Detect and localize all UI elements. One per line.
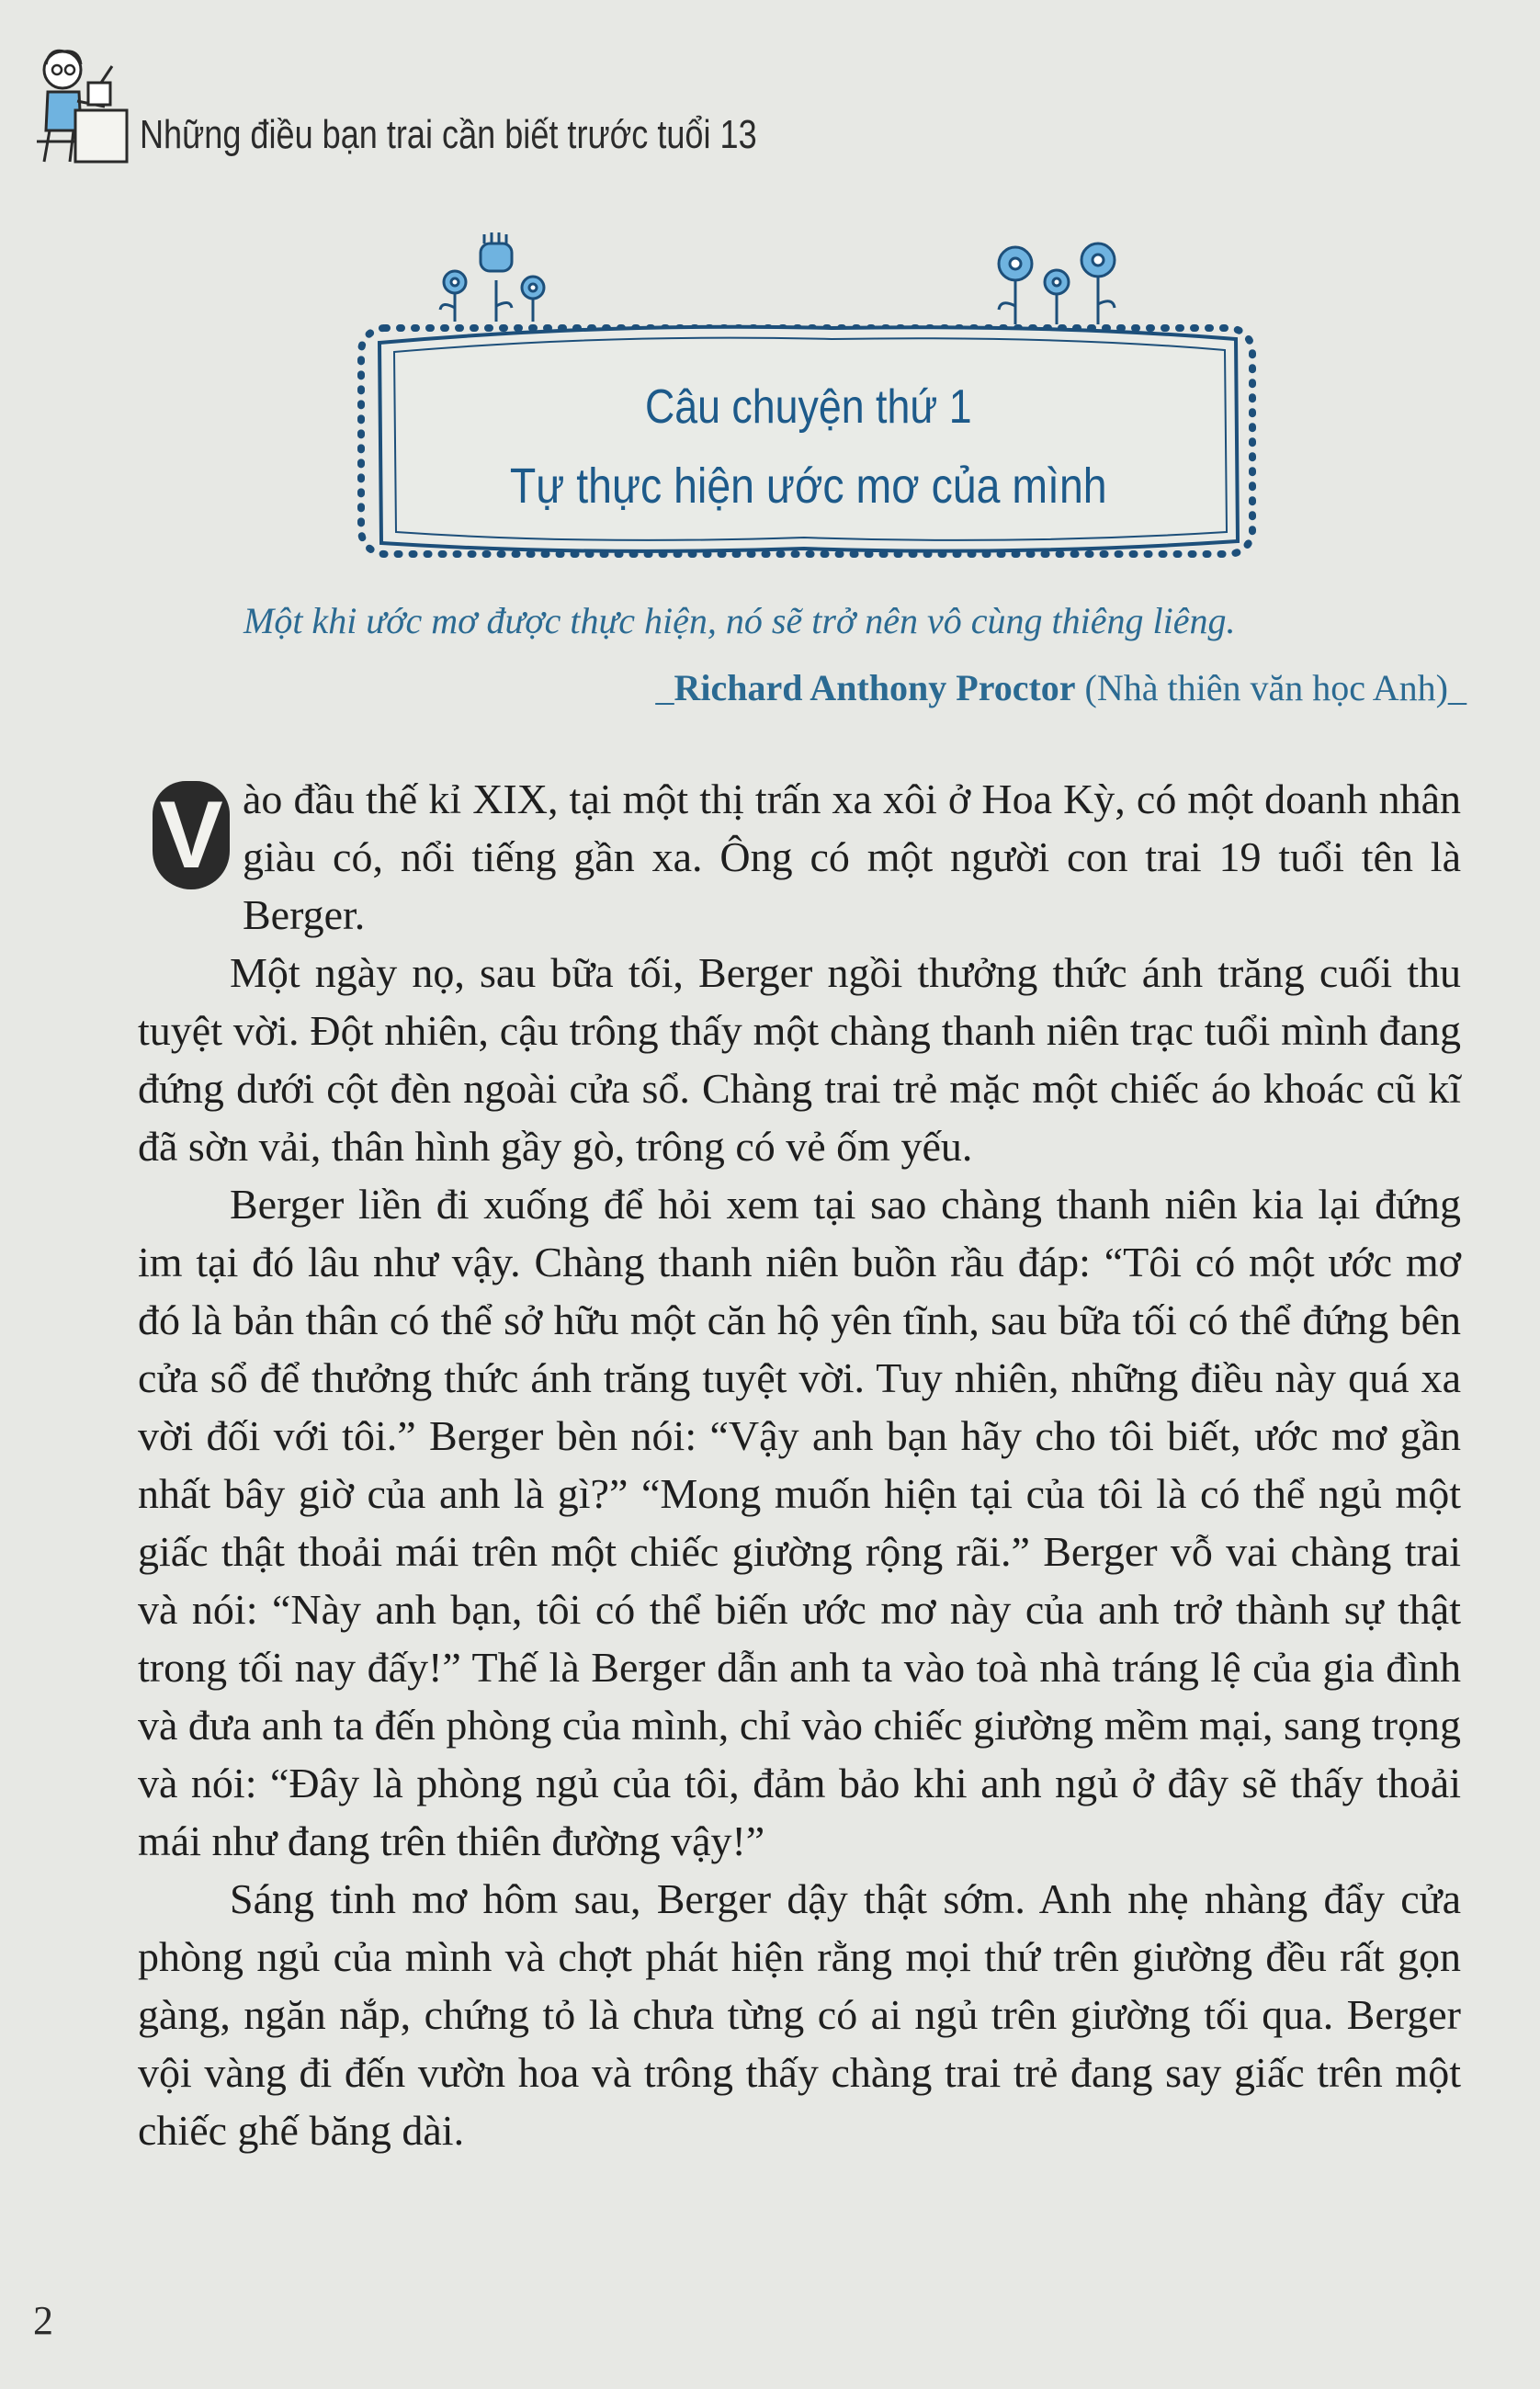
paragraph-1-text: ào đầu thế kỉ XIX, tại một thị trấn xa xôi ở Hoa Kỳ, có một doanh nhân giàu có, nổi tiếng gần xa. Ông có một người con trai 19 tuổi tên là Berger. — [243, 776, 1461, 938]
epigraph-author: Richard Anthony Proctor — [674, 667, 1076, 708]
flower-left-icon — [440, 232, 544, 322]
story-title-heading: Tự thực hiện ước mơ của mình — [510, 459, 1107, 514]
page-number: 2 — [33, 2298, 53, 2343]
paragraph-3: Berger liền đi xuống để hỏi xem tại sao chàng thanh niên kia lại đứng im tại đó lâu như vậy. Chàng thanh niên buồn rầu đáp: “Tôi có một ước mơ đó là bản thân có thể sở hữu một căn hộ yên tĩnh, sau bữa tối có thể đứng bên cửa sổ để thưởng thức ánh trăng tuyệt vời. Tuy nhiên, những điều này quá xa vời đối với tôi.” Berger bèn nói: “Vậy anh bạn hãy cho tôi biết, ước mơ gần nhất bây giờ của anh là gì?” “Mong muốn hiện tại của tôi là có thể ngủ một giấc thật thoải mái trên một chiếc giường rộng rãi.” Berger vỗ vai chàng trai và nói: “Này anh bạn, tôi có thể biến ước mơ này của anh trở thành sự thật trong tối nay đấy!” Thế là Berger dẫn anh ta vào toà nhà tráng lệ của gia đình và đưa anh ta đến phòng của mình, chỉ vào chiếc giường mềm mại, sang trọng và nói: “Đây là phòng ngủ của tôi, đảm bảo khi anh ngủ ở đây sẽ thấy thoải mái như đang trên thiên đường vậy!” — [138, 1181, 1461, 1864]
drop-cap: V — [153, 781, 230, 889]
paragraph-2: Một ngày nọ, sau bữa tối, Berger ngồi thưởng thức ánh trăng cuối thu tuyệt vời. Đột nhiên, cậu trông thấy một chàng thanh niên trạc tuổi mình đang đứng dưới cột đèn ngoài cửa sổ. Chàng trai trẻ mặc một chiếc áo khoác cũ kĩ đã sờn vải, thân hình gầy gò, trông có vẻ ốm yếu. — [138, 949, 1461, 1170]
story-title-frame — [354, 225, 1263, 565]
running-header — [28, 46, 946, 165]
epigraph-author-note: (Nhà thiên văn học Anh) — [1075, 667, 1448, 708]
attribution-dash-right: _ — [1448, 667, 1466, 708]
paragraph-1 — [138, 770, 1461, 944]
running-header-title: Những điều bạn trai cần biết trước tuổi 13 — [140, 112, 757, 157]
paragraph-4: Sáng tinh mơ hôm sau, Berger dậy thật sớm. Anh nhẹ nhàng đẩy cửa phòng ngủ của mình và chợt phát hiện rằng mọi thứ trên giường đều rất gọn gàng, ngăn nắp, chứng tỏ là chưa từng có ai ngủ trên giường tối qua. Berger vội vàng đi đến vườn hoa và trông thấy chàng trai trẻ đang say giấc trên một chiếc ghế băng dài. — [138, 1875, 1461, 2154]
boy-at-desk-icon — [28, 46, 129, 165]
epigraph-quote: Một khi ước mơ được thực hiện, nó sẽ trở nên vô cùng thiêng liêng. — [243, 600, 1236, 641]
epigraph-attribution — [656, 666, 1466, 709]
story-number-heading: Câu chuyện thứ 1 — [645, 380, 972, 434]
attribution-dash-left: _ — [655, 667, 674, 708]
story-body — [138, 770, 1461, 2159]
flower-right-icon — [999, 243, 1115, 324]
